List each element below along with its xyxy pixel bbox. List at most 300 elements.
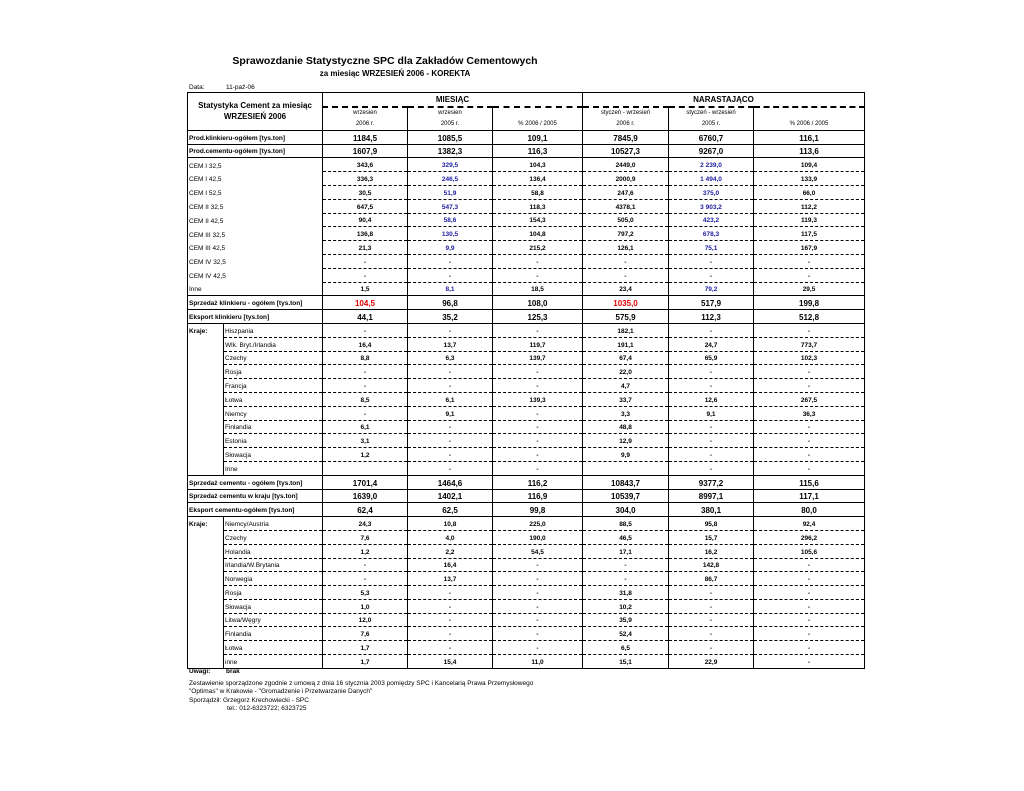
cement-total-row-3-value-5: 380,1	[669, 503, 754, 517]
cement-country-row-value-3: 11,0	[493, 655, 583, 669]
cement-country-row-value-5: -	[669, 599, 754, 613]
cement-type-row-value-1: 336,3	[323, 172, 408, 186]
col-header-cum-pct: % 2006 / 2005	[754, 107, 865, 131]
cement-country-row-value-2: -	[408, 586, 493, 600]
col2-line2: 2005 r.	[440, 120, 460, 127]
clinker-country-row-value-4: 22,0	[583, 365, 669, 379]
cement-country-row-label: inne	[224, 655, 323, 669]
cement-type-row-value-4: 23,4	[583, 282, 669, 296]
col-header-month-2006	[323, 107, 408, 131]
cement-country-row-value-5: 142,8	[669, 558, 754, 572]
clinker-country-row-value-5: 12,6	[669, 392, 754, 406]
cement-country-row-value-3: -	[493, 558, 583, 572]
clinker-country-row-value-2: -	[408, 420, 493, 434]
cement-total-row-3	[188, 503, 865, 517]
clinker-country-row-value-4	[583, 461, 669, 475]
total-row-1-value-1: 1184,5	[323, 130, 408, 144]
cement-total-row-1-value-4: 10843,7	[583, 475, 669, 489]
countries-label-cell	[188, 586, 224, 600]
cement-type-row	[188, 254, 865, 268]
clinker-country-row-label: Finlandia	[224, 420, 323, 434]
clinker-country-row-value-2: -	[408, 448, 493, 462]
cement-country-row-value-3: 225,0	[493, 517, 583, 531]
cement-country-row-value-5: -	[669, 627, 754, 641]
cement-type-row	[188, 227, 865, 241]
clinker-country-row-value-5: -	[669, 323, 754, 337]
total-row-2-value-5: 9267,0	[669, 144, 754, 158]
clinker-country-row-value-2: 6,3	[408, 351, 493, 365]
col4-line2: 2006 r.	[616, 120, 635, 127]
report-subtitle: za miesiąc WRZESIEŃ 2006 - KOREKTA	[319, 69, 471, 78]
cement-country-row-value-3: -	[493, 586, 583, 600]
clinker-country-row-value-6: 773,7	[754, 337, 865, 351]
cement-country-row-value-2: -	[408, 627, 493, 641]
countries-label-cell	[188, 365, 224, 379]
cement-type-row-label: CEM I 52,5	[188, 185, 323, 199]
cement-type-row-value-5: 3 903,2	[669, 199, 754, 213]
clinker-country-row-value-4: 3,3	[583, 406, 669, 420]
countries-label-cell: Kraje:	[188, 323, 224, 337]
clinker-country-row-value-2: -	[408, 323, 493, 337]
clinker-country-row-value-6: -	[754, 379, 865, 393]
col-header-month-2005	[408, 107, 493, 131]
cement-type-row-value-1: 647,5	[323, 199, 408, 213]
col2-line1: wrzesien	[438, 109, 462, 116]
cement-type-row-label: CEM II 32,5	[188, 199, 323, 213]
clinker-country-row-value-3: 139,3	[493, 392, 583, 406]
cement-type-row-value-6: -	[754, 254, 865, 268]
clinker-country-row-value-1: 16,4	[323, 337, 408, 351]
clinker-country-row-value-5: 24,7	[669, 337, 754, 351]
cement-country-row-value-1: -	[323, 558, 408, 572]
clinker-sales-row-value-5: 517,9	[669, 296, 754, 310]
cement-country-row-value-2: -	[408, 599, 493, 613]
clinker-country-row-value-2: 6,1	[408, 392, 493, 406]
countries-label-cell	[188, 599, 224, 613]
cement-total-row-1	[188, 475, 865, 489]
cement-type-row-label: CEM II 42,5	[188, 213, 323, 227]
notes-section	[189, 668, 533, 714]
clinker-country-row-label: Francja	[224, 379, 323, 393]
cement-type-row-value-3: 136,4	[493, 172, 583, 186]
cement-type-row-label: CEM III 42,5	[188, 241, 323, 255]
cement-type-row-value-4: 4378,1	[583, 199, 669, 213]
stat-title-line1: Statystyka Cement za miesiąc	[198, 101, 312, 111]
cement-type-row-value-6: 119,3	[754, 213, 865, 227]
cement-type-row-value-4: -	[583, 254, 669, 268]
cement-country-row-value-5: -	[669, 586, 754, 600]
cement-country-row	[188, 544, 865, 558]
clinker-country-row-value-4: 4,7	[583, 379, 669, 393]
cement-total-row-3-value-3: 99,8	[493, 503, 583, 517]
cement-country-row	[188, 558, 865, 572]
cement-type-row-value-5: -	[669, 268, 754, 282]
cement-type-row-value-4: 126,1	[583, 241, 669, 255]
cement-country-row-value-2: 4,0	[408, 530, 493, 544]
clinker-country-row-value-2: 13,7	[408, 337, 493, 351]
total-row-2-value-2: 1382,3	[408, 144, 493, 158]
clinker-country-row-value-6: 36,3	[754, 406, 865, 420]
notes-line3: Sporządził: Grzegorz Krechowiecki - SPC	[189, 696, 309, 704]
cement-country-row-label: Słowacja	[224, 599, 323, 613]
countries-label-cell	[188, 392, 224, 406]
cement-type-row-value-4: 2000,9	[583, 172, 669, 186]
countries-label-cell	[188, 544, 224, 558]
clinker-country-row-value-6: -	[754, 323, 865, 337]
cement-type-row-value-6: 167,9	[754, 241, 865, 255]
clinker-country-row-value-5: 9,1	[669, 406, 754, 420]
date-label: Data:	[189, 84, 205, 91]
cement-type-row-value-6: 66,0	[754, 185, 865, 199]
cement-country-row-label: Finlandia	[224, 627, 323, 641]
cement-country-row-value-1: 24,3	[323, 517, 408, 531]
cement-country-row-value-1: 1,7	[323, 655, 408, 669]
cement-country-row-label: Niemcy/Austria	[224, 517, 323, 531]
clinker-country-row	[188, 448, 865, 462]
group-month-header: MIESIĄC	[323, 93, 583, 107]
cement-country-row	[188, 613, 865, 627]
clinker-country-row-value-3: -	[493, 420, 583, 434]
clinker-export-row	[188, 310, 865, 324]
total-row-1-value-3: 109,1	[493, 130, 583, 144]
clinker-country-row-value-2: -	[408, 365, 493, 379]
cement-country-row-value-5: 15,7	[669, 530, 754, 544]
notes-line1: Zestawienie sporządzone zgodnie z umową z dnia 16 stycznia 2003 pomiędzy SPC i Kancelarią Prawa Przemysłowego	[189, 679, 534, 687]
clinker-country-row-value-1: -	[323, 379, 408, 393]
clinker-country-row-value-2: -	[408, 461, 493, 475]
cement-country-row-value-4: 46,5	[583, 530, 669, 544]
cement-type-row-value-1: 21,3	[323, 241, 408, 255]
cement-country-row-value-1: 1,2	[323, 544, 408, 558]
clinker-country-row-value-5: -	[669, 434, 754, 448]
cement-type-row-value-2: 9,9	[408, 241, 493, 255]
clinker-export-row-label: Eksport klinkieru [tys.ton]	[188, 310, 323, 324]
clinker-country-row-value-3: -	[493, 448, 583, 462]
clinker-country-row	[188, 434, 865, 448]
notes-value: brak	[226, 668, 240, 675]
cement-total-row-3-value-4: 304,0	[583, 503, 669, 517]
cement-type-row-value-3: 104,8	[493, 227, 583, 241]
cement-country-row-value-1: 1,0	[323, 599, 408, 613]
clinker-country-row-label: Niemcy	[224, 406, 323, 420]
countries-label-cell	[188, 420, 224, 434]
total-row-2-value-3: 116,3	[493, 144, 583, 158]
cement-type-row-value-1: 90,4	[323, 213, 408, 227]
cement-total-row-1-label: Sprzedaż cementu - ogółem [tys.ton]	[188, 475, 323, 489]
total-row-1-value-5: 6760,7	[669, 130, 754, 144]
countries-label-cell	[188, 406, 224, 420]
cement-country-row-value-3: -	[493, 599, 583, 613]
total-row-1	[188, 130, 865, 144]
countries-label-cell	[188, 627, 224, 641]
cement-country-row-value-5: 22,9	[669, 655, 754, 669]
cement-total-row-2-value-1: 1639,0	[323, 489, 408, 503]
col1-line2: 2006 r.	[355, 120, 375, 127]
clinker-country-row-value-3: -	[493, 434, 583, 448]
cement-country-row-value-3: -	[493, 572, 583, 586]
cement-country-row-value-4: 31,8	[583, 586, 669, 600]
cement-country-row-value-3: -	[493, 641, 583, 655]
total-row-2-label: Prod.cementu-ogółem [tys.ton]	[188, 144, 323, 158]
countries-label-cell	[188, 448, 224, 462]
clinker-country-row-value-5: -	[669, 379, 754, 393]
notes-label: Uwagi:	[189, 668, 211, 675]
clinker-country-row-value-3: -	[493, 461, 583, 475]
col-header-cum-2006	[583, 107, 669, 131]
clinker-country-row-value-4: 12,9	[583, 434, 669, 448]
cement-country-row-value-4: -	[583, 558, 669, 572]
cement-type-row	[188, 241, 865, 255]
col5-line2: 2005 r.	[701, 120, 721, 127]
clinker-country-row	[188, 351, 865, 365]
total-row-2-value-4: 10527,3	[583, 144, 669, 158]
clinker-country-row-value-5: -	[669, 448, 754, 462]
countries-label-cell	[188, 558, 224, 572]
cement-country-row-value-2: 15,4	[408, 655, 493, 669]
cement-country-row-label: Rosja	[224, 586, 323, 600]
cement-country-row	[188, 641, 865, 655]
cement-type-row	[188, 172, 865, 186]
cement-type-row-value-5: 423,2	[669, 213, 754, 227]
clinker-export-row-value-1: 44,1	[323, 310, 408, 324]
cement-total-row-1-value-2: 1464,6	[408, 475, 493, 489]
cement-country-row-value-2: -	[408, 641, 493, 655]
cement-type-row-value-1: 343,6	[323, 158, 408, 172]
clinker-country-row-value-3: -	[493, 323, 583, 337]
total-row-2	[188, 144, 865, 158]
cement-type-row-value-6: 29,5	[754, 282, 865, 296]
cement-type-row-value-2: -	[408, 254, 493, 268]
total-row-1-value-4: 7845,9	[583, 130, 669, 144]
cement-country-row	[188, 586, 865, 600]
clinker-country-row-value-3: -	[493, 365, 583, 379]
cement-type-row-value-6: 117,5	[754, 227, 865, 241]
clinker-country-row-value-2: -	[408, 434, 493, 448]
cement-total-row-2	[188, 489, 865, 503]
clinker-country-row-value-3: 119,7	[493, 337, 583, 351]
clinker-country-row-value-2: -	[408, 379, 493, 393]
countries-label-cell	[188, 613, 224, 627]
cement-country-row-value-2: 10,8	[408, 517, 493, 531]
clinker-sales-row-value-4: 1035,0	[583, 296, 669, 310]
cement-country-row-value-1: 7,6	[323, 530, 408, 544]
cement-type-row-value-6: 109,4	[754, 158, 865, 172]
clinker-country-row-label: Czechy	[224, 351, 323, 365]
cement-country-row	[188, 599, 865, 613]
cement-type-row-label: CEM I 42,5	[188, 172, 323, 186]
cement-country-row-value-4: 15,1	[583, 655, 669, 669]
cement-country-row-value-4: 88,5	[583, 517, 669, 531]
clinker-export-row-value-6: 512,8	[754, 310, 865, 324]
clinker-country-row-value-6: -	[754, 420, 865, 434]
cement-type-row-value-5: 375,0	[669, 185, 754, 199]
cement-country-row-label: Holandia	[224, 544, 323, 558]
cement-type-row-value-1: 136,8	[323, 227, 408, 241]
clinker-country-row-value-1: -	[323, 323, 408, 337]
stat-title-cell	[188, 93, 323, 131]
notes-line4: tel.: 012-6323722; 6323725	[227, 705, 307, 712]
cement-country-row-value-4: 52,4	[583, 627, 669, 641]
clinker-sales-row	[188, 296, 865, 310]
cement-country-row-value-1: -	[323, 572, 408, 586]
cement-country-row-value-1: 5,3	[323, 586, 408, 600]
cement-type-row-value-6: -	[754, 268, 865, 282]
countries-label-cell: Kraje:	[188, 517, 224, 531]
cement-country-row-value-6: -	[754, 599, 865, 613]
clinker-country-row-value-5: -	[669, 461, 754, 475]
col4-line1: styczeń - wrzesień	[600, 109, 651, 116]
cement-country-row-value-6: 92,4	[754, 517, 865, 531]
cement-type-row-label: CEM IV 32,5	[188, 254, 323, 268]
cement-country-row	[188, 627, 865, 641]
cement-type-row-value-5: 2 239,0	[669, 158, 754, 172]
cement-country-row-value-6: -	[754, 586, 865, 600]
countries-label-cell	[188, 641, 224, 655]
clinker-country-row-label: Inne	[224, 461, 323, 475]
cement-country-row-value-1: 12,0	[323, 613, 408, 627]
cement-type-row-value-4: 2449,0	[583, 158, 669, 172]
clinker-country-row-value-6: -	[754, 448, 865, 462]
cement-country-row-value-3: -	[493, 627, 583, 641]
report-title: Sprawozdanie Statystyczne SPC dla Zakładów Cementowych	[232, 55, 538, 67]
cement-type-row-value-5: 75,1	[669, 241, 754, 255]
notes-line2: "Optimas" w Krakowie - "Gromadzenie i Przetwarzanie Danych"	[189, 688, 373, 695]
clinker-country-row-value-5: -	[669, 365, 754, 379]
cement-type-row	[188, 158, 865, 172]
clinker-country-row-value-6: 102,3	[754, 351, 865, 365]
col1-line1: wrzesien	[353, 109, 377, 116]
cement-type-row-value-2: 329,5	[408, 158, 493, 172]
cement-type-row-label: CEM III 32,5	[188, 227, 323, 241]
stat-title-line2: WRZESIEŃ 2006	[223, 112, 287, 122]
clinker-country-row-value-1: 1,2	[323, 448, 408, 462]
cement-type-row-value-5: 678,3	[669, 227, 754, 241]
header-row-groups	[188, 93, 865, 107]
cement-type-row-value-3: 118,3	[493, 199, 583, 213]
clinker-country-row-value-4: 33,7	[583, 392, 669, 406]
cement-total-row-1-value-3: 116,2	[493, 475, 583, 489]
cement-type-row-value-6: 133,9	[754, 172, 865, 186]
clinker-sales-row-value-3: 108,0	[493, 296, 583, 310]
cement-total-row-2-value-5: 8997,1	[669, 489, 754, 503]
cement-country-row	[188, 517, 865, 531]
clinker-sales-row-label: Sprzedaż klinkieru - ogółem [tys.ton]	[188, 296, 323, 310]
cement-country-row-value-4: 10,2	[583, 599, 669, 613]
cement-country-row-value-6: -	[754, 558, 865, 572]
cement-total-row-2-value-3: 116,9	[493, 489, 583, 503]
cement-country-row-label: Łotwa	[224, 641, 323, 655]
cement-total-row-1-value-6: 115,6	[754, 475, 865, 489]
countries-label-cell	[188, 434, 224, 448]
cement-total-row-3-value-6: 80,0	[754, 503, 865, 517]
clinker-export-row-value-2: 35,2	[408, 310, 493, 324]
clinker-country-row-value-6: -	[754, 461, 865, 475]
cement-type-row-value-5: 1 494,0	[669, 172, 754, 186]
cement-country-row	[188, 530, 865, 544]
clinker-country-row-value-6: 267,5	[754, 392, 865, 406]
cement-country-row-value-6: 296,2	[754, 530, 865, 544]
clinker-country-row	[188, 323, 865, 337]
cement-total-row-2-label: Sprzedaż cementu w kraju [tys.ton]	[188, 489, 323, 503]
cement-country-row-value-6: -	[754, 572, 865, 586]
cement-country-row-value-6: -	[754, 641, 865, 655]
clinker-country-row-value-3: -	[493, 379, 583, 393]
cement-type-row-value-3: 154,3	[493, 213, 583, 227]
clinker-sales-row-value-6: 199,8	[754, 296, 865, 310]
clinker-country-row-value-4: 48,8	[583, 420, 669, 434]
total-row-1-label: Prod.klinkieru-ogółem [tys.ton]	[188, 130, 323, 144]
cement-type-row-value-1: -	[323, 254, 408, 268]
cement-type-row-value-4: -	[583, 268, 669, 282]
cement-type-row-value-2: 547,3	[408, 199, 493, 213]
clinker-country-row	[188, 420, 865, 434]
cement-type-row-value-3: 58,8	[493, 185, 583, 199]
cement-country-row-value-6: -	[754, 655, 865, 669]
cement-total-row-3-label: Eksport cementu-ogółem [tys.ton]	[188, 503, 323, 517]
cement-type-row-value-1: 1,5	[323, 282, 408, 296]
cement-country-row-value-4: 35,9	[583, 613, 669, 627]
cement-type-row-value-4: 505,0	[583, 213, 669, 227]
cement-type-row-value-2: 246,5	[408, 172, 493, 186]
cement-type-row	[188, 282, 865, 296]
cement-country-row-value-5: 95,8	[669, 517, 754, 531]
countries-label-cell	[188, 530, 224, 544]
cement-type-row-value-5: -	[669, 254, 754, 268]
cement-country-row-value-5: 86,7	[669, 572, 754, 586]
cement-type-row-value-2: 8,1	[408, 282, 493, 296]
clinker-country-row-value-6: -	[754, 365, 865, 379]
clinker-country-row-value-4: 67,4	[583, 351, 669, 365]
clinker-country-row-value-1: 6,1	[323, 420, 408, 434]
total-row-1-value-6: 116,1	[754, 130, 865, 144]
clinker-country-row-value-1	[323, 461, 408, 475]
cement-country-row-value-4: 6,5	[583, 641, 669, 655]
statistics-table	[187, 92, 865, 669]
cement-type-row	[188, 185, 865, 199]
clinker-country-row-value-1: 8,5	[323, 392, 408, 406]
cement-type-row-value-3: -	[493, 268, 583, 282]
cement-total-row-3-value-2: 62,5	[408, 503, 493, 517]
clinker-export-row-value-5: 112,3	[669, 310, 754, 324]
clinker-country-row-value-4: 9,9	[583, 448, 669, 462]
cement-type-row	[188, 199, 865, 213]
date-value: 11-paź-06	[226, 84, 255, 91]
cement-country-row-value-1: 7,6	[323, 627, 408, 641]
countries-label-cell	[188, 461, 224, 475]
col-header-cum-2005	[669, 107, 754, 131]
clinker-country-row-value-5: 65,9	[669, 351, 754, 365]
clinker-country-row	[188, 337, 865, 351]
cement-total-row-3-value-1: 62,4	[323, 503, 408, 517]
cement-country-row-value-3: -	[493, 613, 583, 627]
cement-type-row-value-5: 79,2	[669, 282, 754, 296]
clinker-country-row-label: Łotwa	[224, 392, 323, 406]
total-row-2-value-6: 113,6	[754, 144, 865, 158]
cement-type-row-value-6: 112,2	[754, 199, 865, 213]
clinker-country-row	[188, 392, 865, 406]
cement-type-row-value-1: -	[323, 268, 408, 282]
cement-country-row-value-4: -	[583, 572, 669, 586]
cement-country-row-value-2: -	[408, 613, 493, 627]
cement-country-row-value-1: 1,7	[323, 641, 408, 655]
cement-country-row-value-2: 13,7	[408, 572, 493, 586]
cement-country-row-label: Czechy	[224, 530, 323, 544]
clinker-country-row-value-2: 9,1	[408, 406, 493, 420]
cement-country-row-value-4: 17,1	[583, 544, 669, 558]
clinker-export-row-value-4: 575,9	[583, 310, 669, 324]
clinker-sales-row-value-2: 96,8	[408, 296, 493, 310]
clinker-country-row	[188, 406, 865, 420]
